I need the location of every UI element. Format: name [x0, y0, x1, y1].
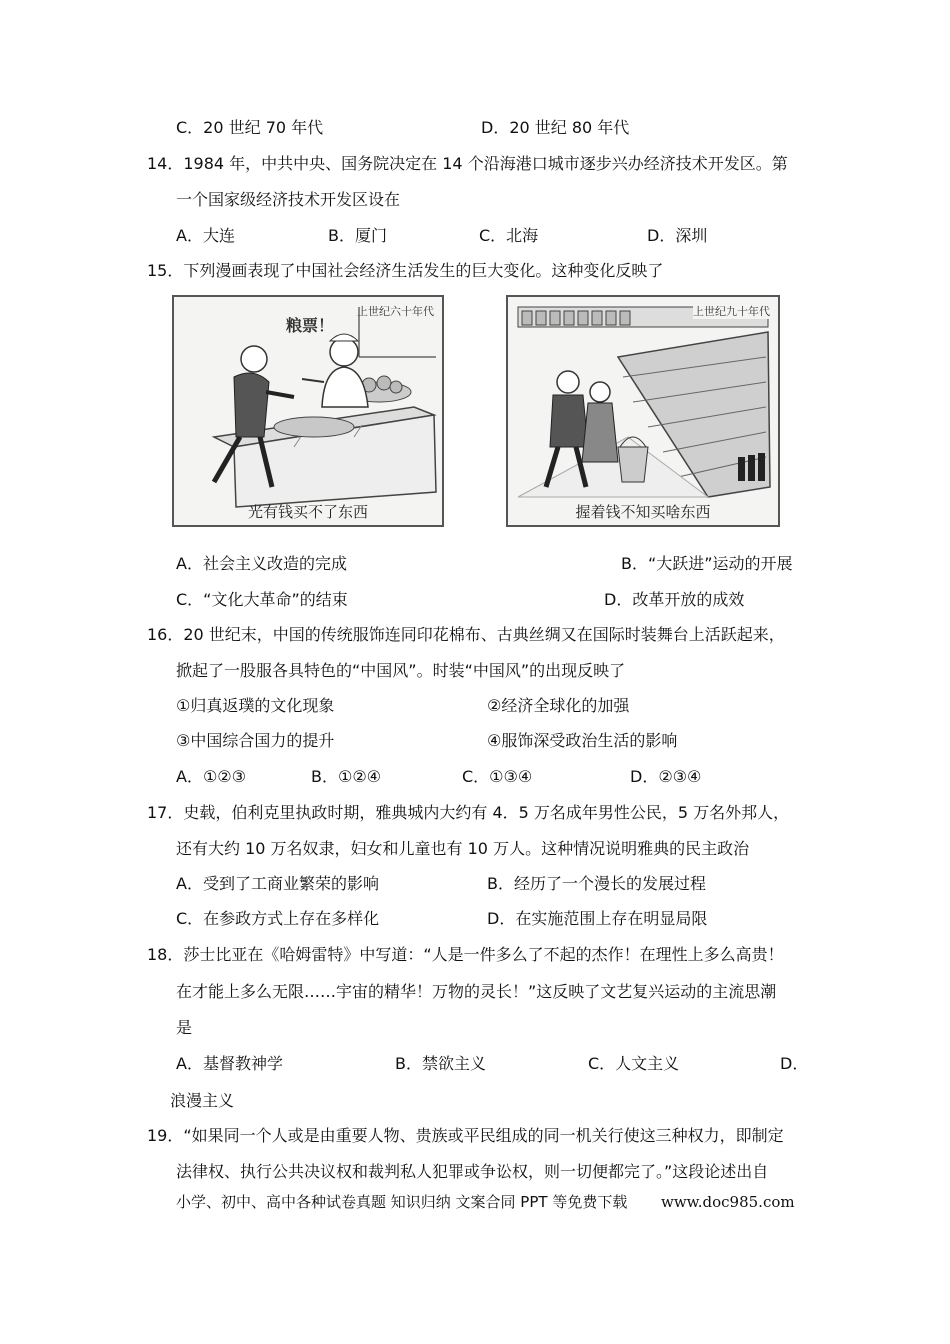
q16-option-b: B．①②④: [311, 767, 382, 786]
q15-option-c: C．“文化大革命”的结束: [176, 590, 348, 609]
q17-option-c: C．在参政方式上存在多样化: [176, 909, 380, 928]
cartoon-left-era: 上世纪六十年代: [357, 305, 434, 318]
q16-option-a: A．①②③: [176, 767, 246, 786]
q15-stem-line1: 15．下列漫画表现了中国社会经济生活发生的巨大变化。这种变化反映了: [147, 261, 664, 280]
q15-option-b: B．“大跃进”运动的开展: [621, 554, 793, 573]
cartoon-right-drawing: [508, 297, 778, 525]
q16-item-4: ④服饰深受政治生活的影响: [487, 731, 678, 750]
footer-text: 小学、初中、高中各种试卷真题 知识归纳 文案合同 PPT 等免费下载: [176, 1193, 628, 1211]
q14-option-a: A．大连: [176, 226, 235, 245]
q19-stem-line1: 19．“如果同一个人或是由重要人物、贵族或平民组成的同一机关行使这三种权力，即制定: [147, 1126, 784, 1145]
q14-option-c: C．北海: [479, 226, 539, 245]
footer-url[interactable]: www.doc985.com: [661, 1193, 795, 1211]
q14-option-d: D．深圳: [647, 226, 708, 245]
q16-option-c: C．①③④: [462, 767, 533, 786]
cartoon-left-caption: 光有钱买不了东西: [247, 503, 368, 521]
q17-option-d: D．在实施范围上存在明显局限: [487, 909, 708, 928]
q16-item-3: ③中国综合国力的提升: [176, 731, 335, 750]
q17-stem-line2: 还有大约 10 万名奴隶，妇女和儿童也有 10 万人。这种情况说明雅典的民主政治: [176, 839, 750, 858]
q14-option-b: B．厦门: [328, 226, 387, 245]
q14-stem-line1: 14．1984 年，中共中央、国务院决定在 14 个沿海港口城市逐步兴办经济技术开发区。第: [147, 154, 788, 173]
q18-stem-line3: 是: [176, 1018, 193, 1037]
q14-stem-line2: 一个国家级经济技术开发区设在: [176, 190, 401, 209]
q13-option-c: C．20 世纪 70 年代: [176, 118, 324, 137]
q16-item-1: ①归真返璞的文化现象: [176, 696, 335, 715]
cartoon-right-era: 上世纪九十年代: [693, 305, 770, 318]
cartoon-right: [506, 295, 780, 527]
q18-option-a: A．基督教神学: [176, 1054, 283, 1073]
q17-stem-line1: 17．史载，伯利克里执政时期，雅典城内大约有 4．5 万名成年男性公民，5 万名外邦人，: [147, 803, 790, 822]
cartoon-left-speech: 粮票！: [286, 316, 335, 335]
q15-option-a: A．社会主义改造的完成: [176, 554, 347, 573]
q16-item-2: ②经济全球化的加强: [487, 696, 630, 715]
q15-option-d: D．改革开放的成效: [604, 590, 745, 609]
q18-option-b: B．禁欲主义: [395, 1054, 486, 1073]
q16-stem-line1: 16．20 世纪末，中国的传统服饰连同印花棉布、古典丝绸又在国际时装舞台上活跃起来，: [147, 625, 785, 644]
q17-option-b: B．经历了一个漫长的发展过程: [487, 874, 706, 893]
cartoon-right-caption: 握着钱不知买啥东西: [575, 503, 711, 521]
q19-stem-line2: 法律权、执行公共决议权和裁判私人犯罪或争讼权，则一切便都完了。”这段论述出自: [176, 1162, 769, 1181]
q16-option-d: D．②③④: [630, 767, 702, 786]
q18-option-c: C．人文主义: [588, 1054, 680, 1073]
q17-option-a: A．受到了工商业繁荣的影响: [176, 874, 379, 893]
q13-option-d: D．20 世纪 80 年代: [481, 118, 630, 137]
q18-stem-line2: 在才能上多么无限……宇宙的精华！万物的灵长！”这反映了文艺复兴运动的主流思潮: [176, 982, 777, 1001]
cartoon-left: [172, 295, 444, 527]
q18-stem-line1: 18．莎士比亚在《哈姆雷特》中写道：“人是一件多么了不起的杰作！在理性上多么高贵！: [147, 945, 784, 964]
q18-option-d: D．: [780, 1054, 809, 1073]
q16-stem-line2: 掀起了一股服各具特色的“中国风”。时装“中国风”的出现反映了: [176, 661, 626, 680]
q18-option-d-text: 浪漫主义: [170, 1091, 235, 1110]
